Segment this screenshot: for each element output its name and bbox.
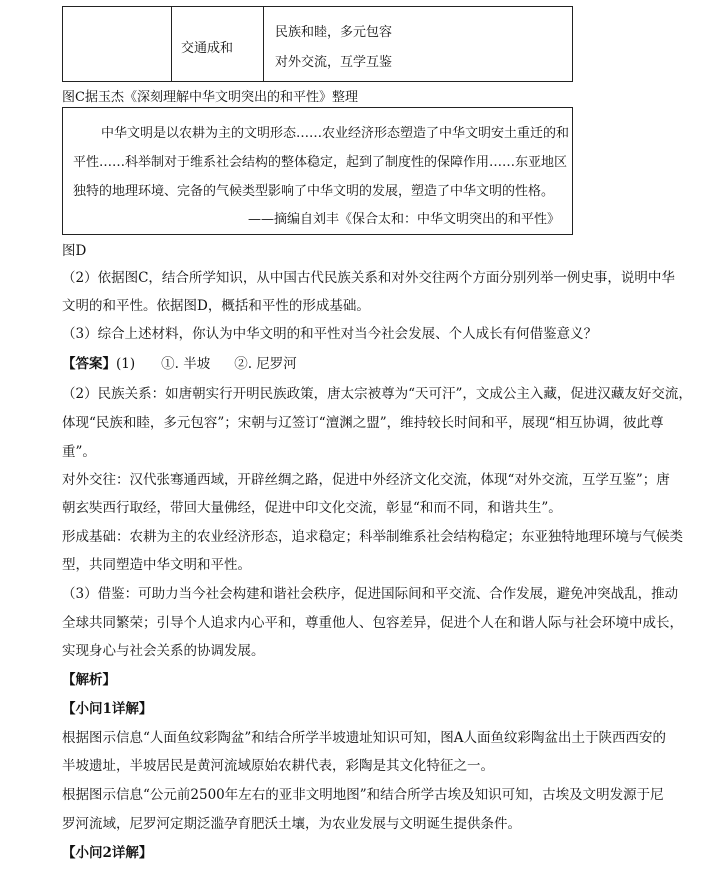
table-divider [263,7,264,81]
table-cell-middle: 交通成和 [181,41,234,56]
answer-foreign-line: 朝玄奘西行取经，带回大量佛经，促进中印文化交流，彰显“和而不同，和谐共生”。 [62,500,562,516]
question-3: （3）综合上述材料，你认为中华文明的和平性对当今社会发展、个人成长有何借鉴意义？ [62,326,598,342]
sub-question-1-label: 【小问1详解】 [62,701,153,717]
quote-line: 平性……科举制对于维系社会结构的整体稳定，起到了制度性的保障作用……东亚地区 [73,155,568,170]
quote-line: 独特的地理环境、完备的气候类型影响了中华文明的发展，塑造了中华文明的性格。 [73,184,555,199]
answer-2-line: （2）民族关系：如唐朝实行开明民族政策，唐太宗被尊为“天可汗”，文成公主入藏，促进汉藏友好交流， [62,386,692,402]
answer-label: 【答案】 [62,356,116,372]
sub-question-2-label: 【小问2详解】 [62,845,153,861]
answer-3-line: （3）借鉴：可助力当今社会构建和谐社会秩序，促进国际间和平交流、合作发展，避免冲突战乱，推动 [62,586,679,602]
quote-box [62,107,573,235]
answer-foreign-line: 对外交往：汉代张骞通西域，开辟丝绸之路，促进中外经济文化交流，体现“对外交流，互学互鉴”；唐 [62,472,670,488]
quote-line: 中华文明是以农耕为主的文明形态……农业经济形态塑造了中华文明安土重迁的和 [101,126,570,141]
answer-option: ②. 尼罗河 [234,356,297,372]
question-2-line: 文明的和平性。依据图D，概括和平性的形成基础。 [62,298,370,314]
explain-1-line: 半坡遗址，半坡居民是黄河流域原始农耕代表，彩陶是其文化特征之一。 [62,758,494,774]
answer-option: ①. 半坡 [161,356,211,372]
table-divider [171,7,172,81]
caption-d: 图D [62,243,87,259]
table-cell-right-1: 民族和睦，多元包容 [275,25,393,40]
answer-3-line: 实现身心与社会关系的协调发展。 [62,643,265,659]
caption-c: 图C据玉杰《深刻理解中华文明突出的和平性》整理 [62,90,358,105]
answer-part: (1) [116,356,136,372]
analysis-label: 【解析】 [62,672,116,688]
table-cell-right-2: 对外交流，互学互鉴 [275,55,393,70]
answer-basis-line: 形成基础：农耕为主的农业经济形态，追求稳定；科举制维系社会结构稳定；东亚独特地理环境与气候类 [62,529,683,545]
explain-1-line: 罗河流域，尼罗河定期泛滥孕育肥沃土壤，为农业发展与文明诞生提供条件。 [62,816,521,832]
quote-source: ——摘编自刘丰《保合太和：中华文明突出的和平性》 [247,212,560,227]
explain-1-line: 根据图示信息“人面鱼纹彩陶盆”和结合所学半坡遗址知识可知，图A人面鱼纹彩陶盆出土于陕西西安的 [62,730,667,746]
question-2-line: （2）依据图C，结合所学知识，从中国古代民族关系和对外交往两个方面分别列举一例史事，说明中华 [62,270,675,286]
answer-basis-line: 型，共同塑造中华文明和平性。 [62,557,251,573]
answer-row [62,354,297,374]
explain-1-line: 根据图示信息“公元前2500年左右的亚非文明地图”和结合所学古埃及知识可知，古埃及文明发源于尼 [62,787,664,803]
answer-3-line: 全球共同繁荣；引导个人追求内心平和，尊重他人、包容差异，促进个人在和谐人际与社会环境中成长， [62,615,683,631]
top-table [62,6,573,82]
answer-2-line: 重”。 [62,444,96,460]
answer-2-line: 体现“民族和睦，多元包容”；宋朝与辽签订“澶渊之盟”，维持较长时间和平，展现“相互协调，彼此尊 [62,415,664,431]
